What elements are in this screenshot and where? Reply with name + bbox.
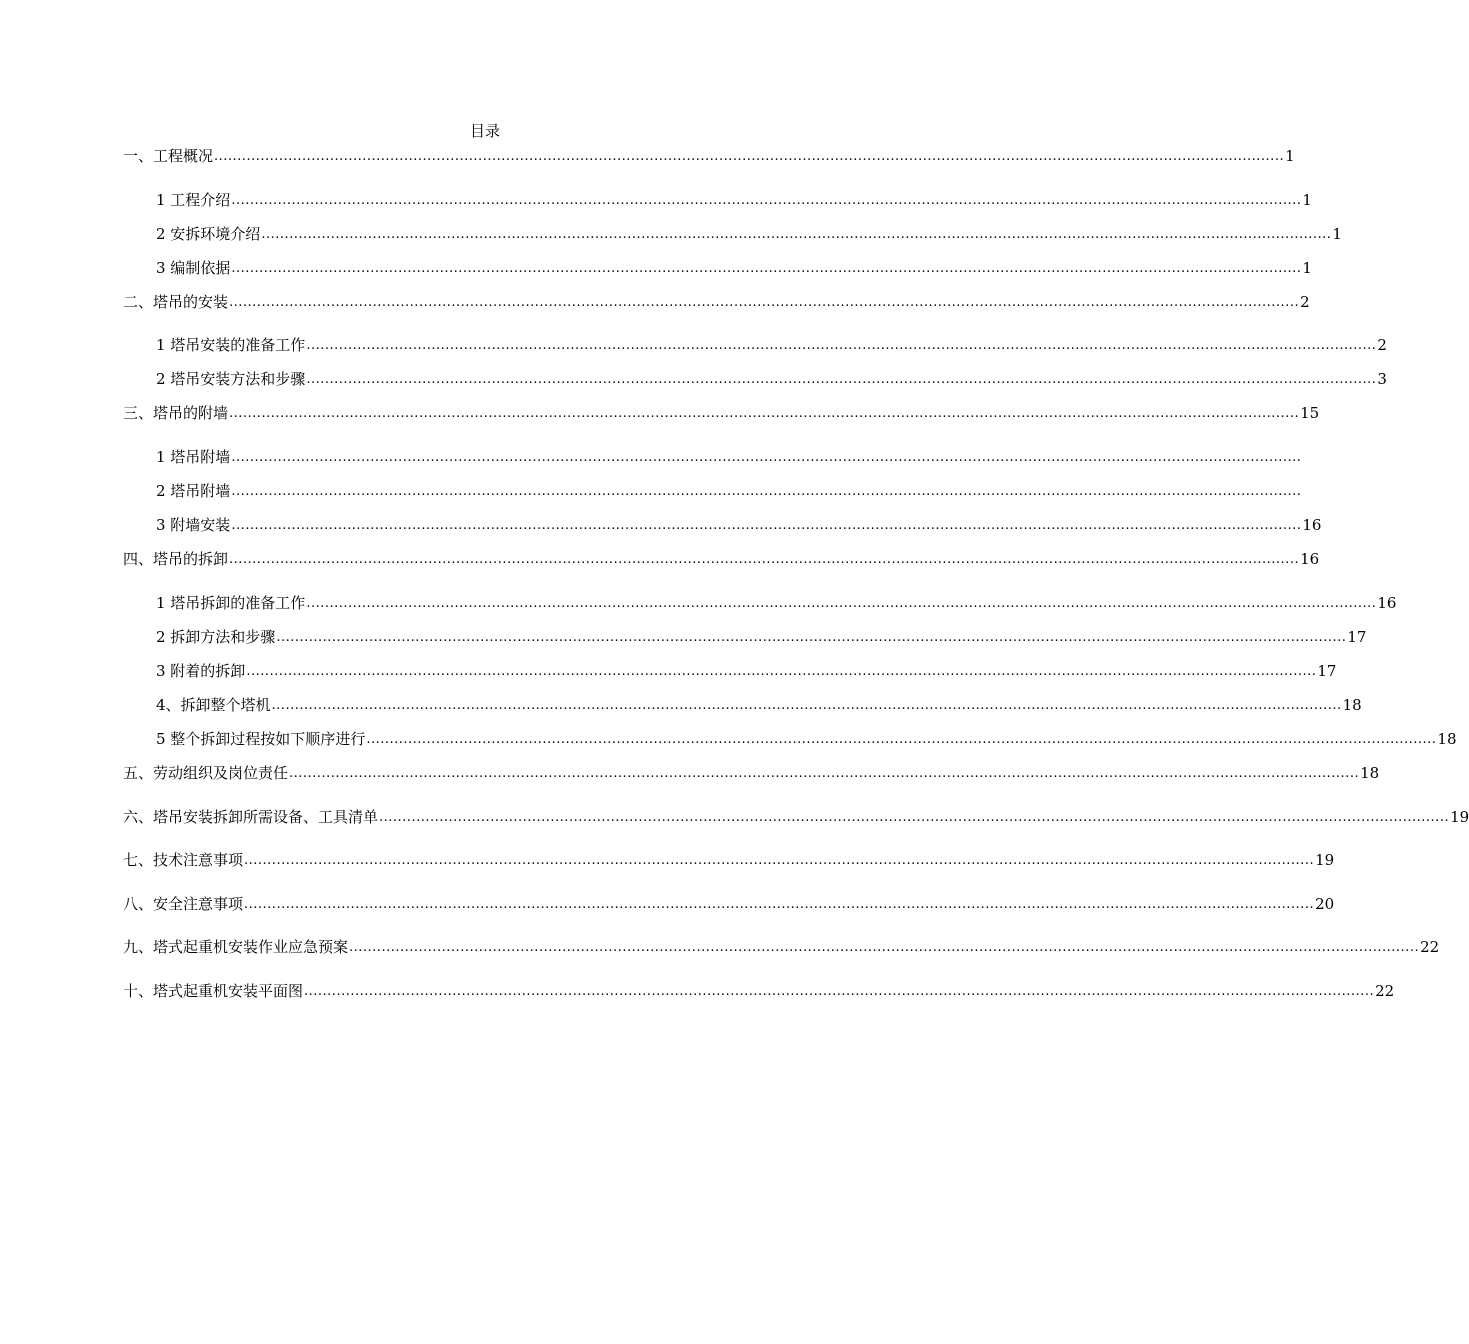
toc-entry-4[interactable]: [123, 549, 1320, 569]
toc-entry-page: 19: [1315, 851, 1335, 869]
toc-leader-dots: .......................................................................................................................................................................................................................................: [246, 664, 1317, 679]
toc-entry-4-2[interactable]: [156, 627, 1367, 647]
toc-entry-2-1[interactable]: [156, 335, 1387, 355]
toc-entry-page: 18: [1342, 696, 1362, 714]
toc-leader-dots: .......................................................................................................................................................................................................................................: [366, 732, 1437, 747]
toc-entry-3-2[interactable]: [156, 481, 1302, 501]
toc-entry-1[interactable]: [123, 146, 1295, 166]
toc-entry-page: 15: [1300, 404, 1320, 422]
toc-entry-label: 1 塔吊附墙: [156, 448, 231, 466]
toc-entry-label: 3 附着的拆卸: [156, 662, 246, 680]
toc-entry-label: 1 塔吊安装的准备工作: [156, 336, 306, 354]
toc-leader-dots: .......................................................................................................................................................................................................................................: [231, 484, 1302, 499]
toc-entry-label: 5 整个拆卸过程按如下顺序进行: [156, 730, 366, 748]
toc-entry-label: 三、塔吊的附墙: [123, 404, 229, 422]
toc-leader-dots: .......................................................................................................................................................................................................................................: [306, 596, 1377, 611]
toc-title: 目录: [469, 122, 500, 140]
toc-entry-page: 3: [1377, 370, 1387, 388]
toc-entry-4-4[interactable]: [156, 695, 1362, 715]
toc-entry-7[interactable]: [123, 850, 1335, 870]
toc-entry-3[interactable]: [123, 403, 1320, 423]
toc-leader-dots: .......................................................................................................................................................................................................................................: [261, 227, 1332, 242]
toc-leader-dots: .......................................................................................................................................................................................................................................: [349, 940, 1420, 955]
toc-leader-dots: .......................................................................................................................................................................................................................................: [231, 450, 1302, 465]
toc-leader-dots: .......................................................................................................................................................................................................................................: [304, 984, 1375, 999]
toc-entry-6[interactable]: [123, 807, 1469, 827]
toc-leader-dots: .......................................................................................................................................................................................................................................: [229, 295, 1300, 310]
toc-entry-4-3[interactable]: [156, 661, 1337, 681]
toc-entry-label: 八、安全注意事项: [123, 895, 244, 913]
toc-entry-1-1[interactable]: [156, 190, 1312, 210]
toc-entry-page: 1: [1302, 259, 1312, 277]
toc-entry-label: 1 工程介绍: [156, 191, 231, 209]
toc-entry-label: 2 拆卸方法和步骤: [156, 628, 276, 646]
toc-entry-label: 十、塔式起重机安装平面图: [123, 982, 304, 1000]
toc-entry-page: 2: [1300, 293, 1310, 311]
toc-leader-dots: .......................................................................................................................................................................................................................................: [231, 518, 1302, 533]
toc-entry-label: 4、拆卸整个塔机: [156, 696, 271, 714]
toc-leader-dots: .......................................................................................................................................................................................................................................: [306, 372, 1377, 387]
toc-leader-dots: .......................................................................................................................................................................................................................................: [229, 406, 1300, 421]
toc-entry-4-5[interactable]: [156, 729, 1457, 749]
toc-entry-label: 2 安拆环境介绍: [156, 225, 261, 243]
toc-entry-label: 3 附墙安装: [156, 516, 231, 534]
toc-entry-page: 1: [1302, 191, 1312, 209]
toc-entry-page: 22: [1420, 938, 1440, 956]
toc-leader-dots: .......................................................................................................................................................................................................................................: [306, 338, 1377, 353]
toc-entry-page: 18: [1437, 730, 1457, 748]
toc-entry-2[interactable]: [123, 292, 1310, 312]
toc-leader-dots: .......................................................................................................................................................................................................................................: [289, 766, 1360, 781]
toc-entry-page: 17: [1317, 662, 1337, 680]
toc-entry-label: 3 编制依据: [156, 259, 231, 277]
toc-entry-label: 六、塔吊安装拆卸所需设备、工具清单: [123, 808, 379, 826]
toc-entry-page: 1: [1285, 147, 1295, 165]
toc-entry-10[interactable]: [123, 981, 1395, 1001]
toc-entry-page: 19: [1450, 808, 1469, 826]
toc-entry-page: 16: [1302, 516, 1322, 534]
toc-leader-dots: .......................................................................................................................................................................................................................................: [229, 552, 1300, 567]
toc-entry-page: 22: [1375, 982, 1395, 1000]
toc-entry-page: 20: [1315, 895, 1335, 913]
toc-entry-9[interactable]: [123, 937, 1440, 957]
toc-leader-dots: .......................................................................................................................................................................................................................................: [231, 261, 1302, 276]
toc-entry-label: 1 塔吊拆卸的准备工作: [156, 594, 306, 612]
toc-leader-dots: .......................................................................................................................................................................................................................................: [379, 810, 1450, 825]
toc-entry-page: 18: [1360, 764, 1380, 782]
toc-entry-label: 四、塔吊的拆卸: [123, 550, 229, 568]
toc-leader-dots: .......................................................................................................................................................................................................................................: [276, 630, 1347, 645]
toc-entry-3-3[interactable]: [156, 515, 1322, 535]
toc-entry-4-1[interactable]: [156, 593, 1397, 613]
toc-leader-dots: .......................................................................................................................................................................................................................................: [244, 897, 1315, 912]
toc-entry-label: 2 塔吊安装方法和步骤: [156, 370, 306, 388]
toc-entry-label: 五、劳动组织及岗位责任: [123, 764, 289, 782]
toc-entry-5[interactable]: [123, 763, 1380, 783]
toc-entry-label: 七、技术注意事项: [123, 851, 244, 869]
toc-entry-2-2[interactable]: [156, 369, 1387, 389]
toc-entry-1-2[interactable]: [156, 224, 1342, 244]
toc-leader-dots: .......................................................................................................................................................................................................................................: [231, 193, 1302, 208]
toc-entry-page: 17: [1347, 628, 1367, 646]
toc-entry-label: 二、塔吊的安装: [123, 293, 229, 311]
toc-entry-label: 九、塔式起重机安装作业应急预案: [123, 938, 349, 956]
toc-entry-page: 1: [1332, 225, 1342, 243]
toc-entry-page: 16: [1377, 594, 1397, 612]
toc-leader-dots: .......................................................................................................................................................................................................................................: [271, 698, 1342, 713]
toc-leader-dots: .......................................................................................................................................................................................................................................: [244, 853, 1315, 868]
toc-entry-page: 16: [1300, 550, 1320, 568]
toc-entry-8[interactable]: [123, 894, 1335, 914]
toc-entry-3-1[interactable]: [156, 447, 1302, 467]
toc-entry-page: 2: [1377, 336, 1387, 354]
toc-entry-1-3[interactable]: [156, 258, 1312, 278]
toc-entry-label: 2 塔吊附墙: [156, 482, 231, 500]
toc-leader-dots: .......................................................................................................................................................................................................................................: [214, 149, 1285, 164]
toc-entry-label: 一、工程概况: [123, 147, 214, 165]
